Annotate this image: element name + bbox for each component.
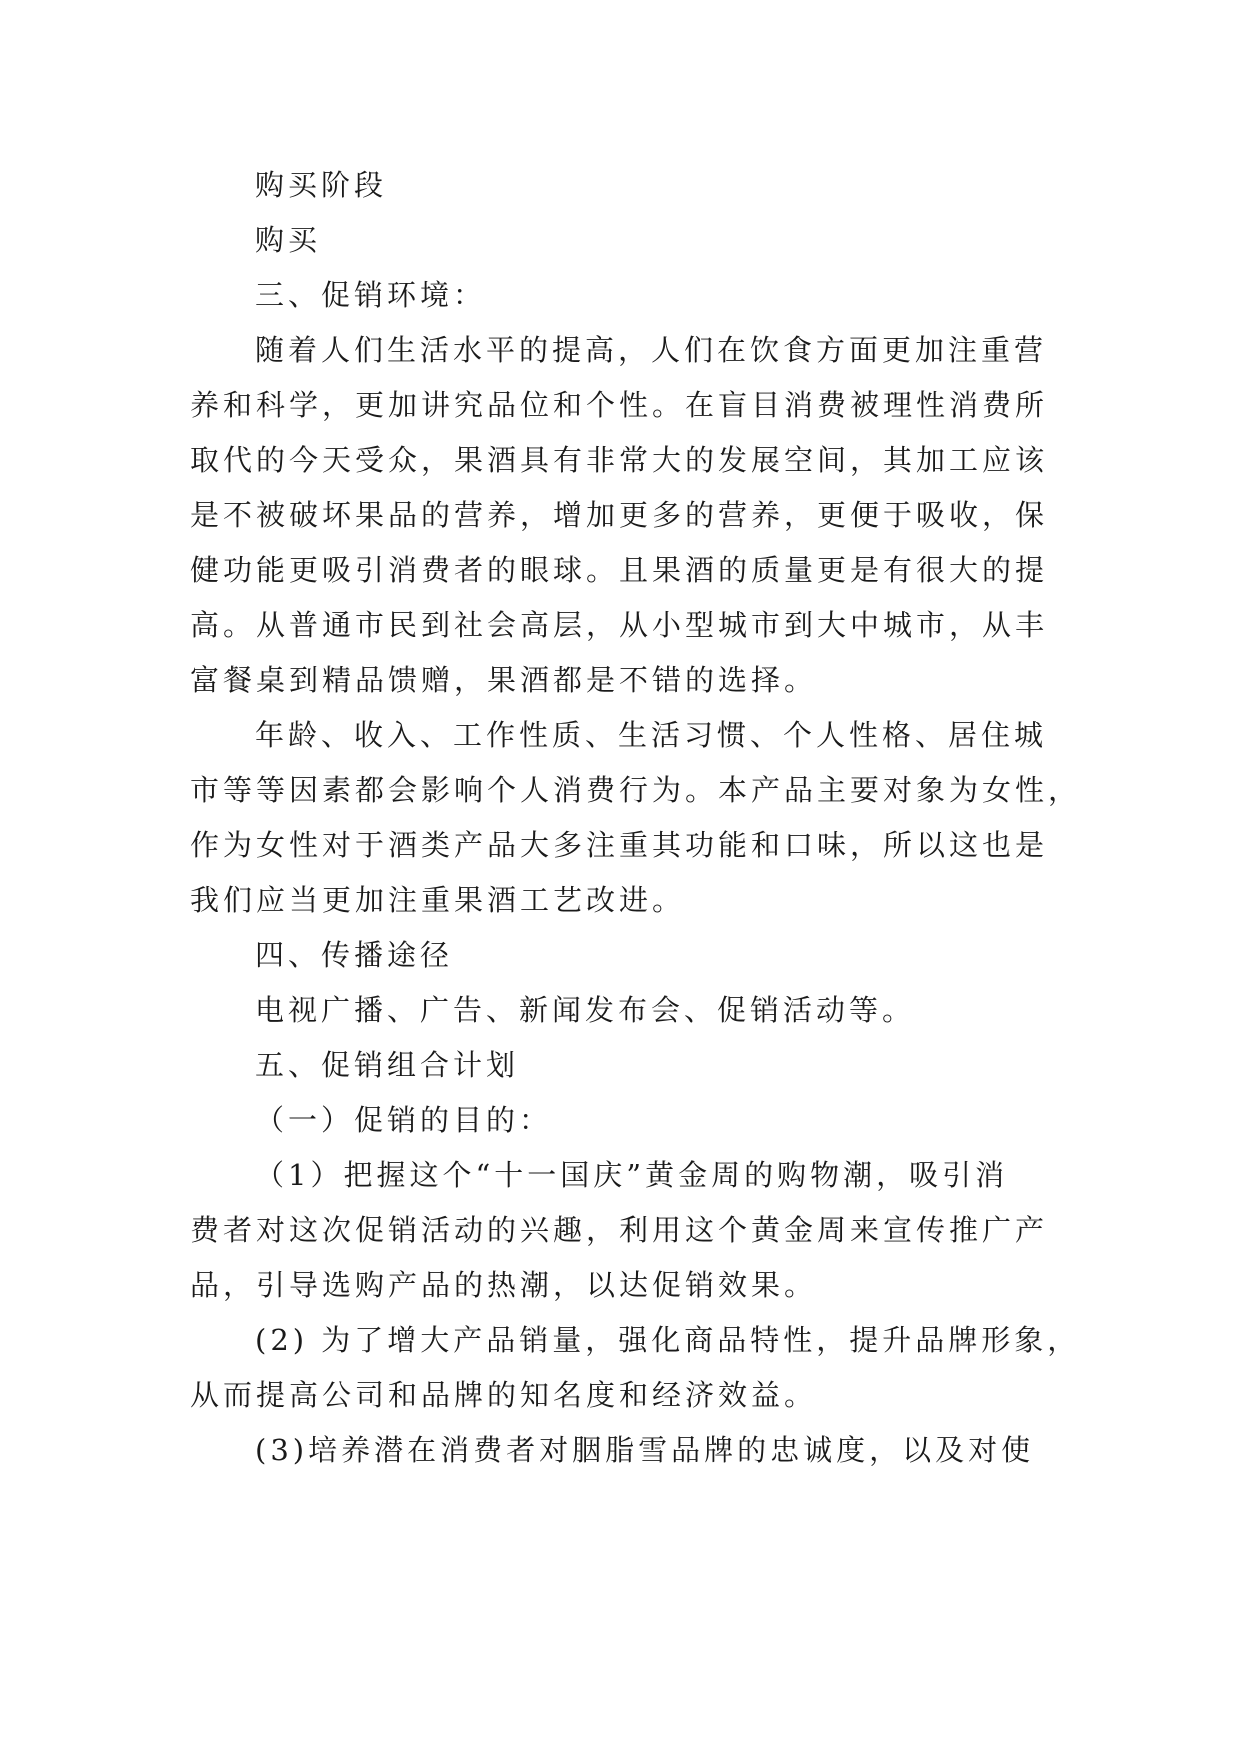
paragraph-row: 取代的今天受众，果酒具有非常大的发展空间，其加工应该 [190,443,1049,477]
section-heading-promotion-plan: 五、促销组合计划 [255,1048,520,1082]
paragraph-goal-3 [190,1423,1050,1478]
paragraph-row: 市等等因素都会影响个人消费行为。本产品主要对象为女性， [190,773,1082,807]
paragraph-row: （1）把握这个“十一国庆”黄金周的购物潮，吸引消 [255,1158,1009,1192]
paragraph-goal-2 [190,1313,1081,1423]
paragraph-row: (3)培养潜在消费者对胭脂雪品牌的忠诚度，以及对使 [255,1433,1035,1467]
paragraph-row: 高。从普通市民到社会高层，从小型城市到大中城市，从丰 [190,608,1049,642]
paragraph-row: 我们应当更加注重果酒工艺改进。 [190,883,686,917]
paragraph-row: 从而提高公司和品牌的知名度和经济效益。 [190,1378,818,1412]
paragraph-goal-1 [190,1148,1050,1313]
paragraph-row: 养和科学，更加讲究品位和个性。在盲目消费被理性消费所 [190,388,1049,422]
subsection-heading-goals: （一）促销的目的： [255,1103,553,1137]
paragraph-row: 随着人们生活水平的提高，人们在饮食方面更加注重营 [255,333,1048,367]
paragraph-row: 品，引导选购产品的热潮，以达促销效果。 [190,1268,818,1302]
line-buy-stage: 购买阶段 [255,168,388,202]
paragraph-row: 年龄、收入、工作性质、生活习惯、个人性格、居住城 [255,718,1048,752]
paragraph-row: (2) 为了增大产品销量，强化商品特性，提升品牌形象， [255,1323,1081,1357]
paragraph-row: 富餐桌到精品馈赠，果酒都是不错的选择。 [190,663,818,697]
paragraph-factors [190,708,1082,928]
paragraph-environment [190,323,1050,708]
section-heading-environment: 三、促销环境： [255,278,487,312]
paragraph-row: 费者对这次促销活动的兴趣，利用这个黄金周来宣传推广产 [190,1213,1049,1247]
paragraph-row: 作为女性对于酒类产品大多注重其功能和口味，所以这也是 [190,828,1049,862]
paragraph-row: 是不被破坏果品的营养，增加更多的营养，更便于吸收，保 [190,498,1049,532]
document-body [190,158,1082,1478]
line-buy: 购买 [255,223,322,257]
paragraph-row: 健功能更吸引消费者的眼球。且果酒的质量更是有很大的提 [190,553,1049,587]
channels-body: 电视广播、广告、新闻发布会、促销活动等。 [255,993,916,1027]
section-heading-channels: 四、传播途径 [255,938,454,972]
